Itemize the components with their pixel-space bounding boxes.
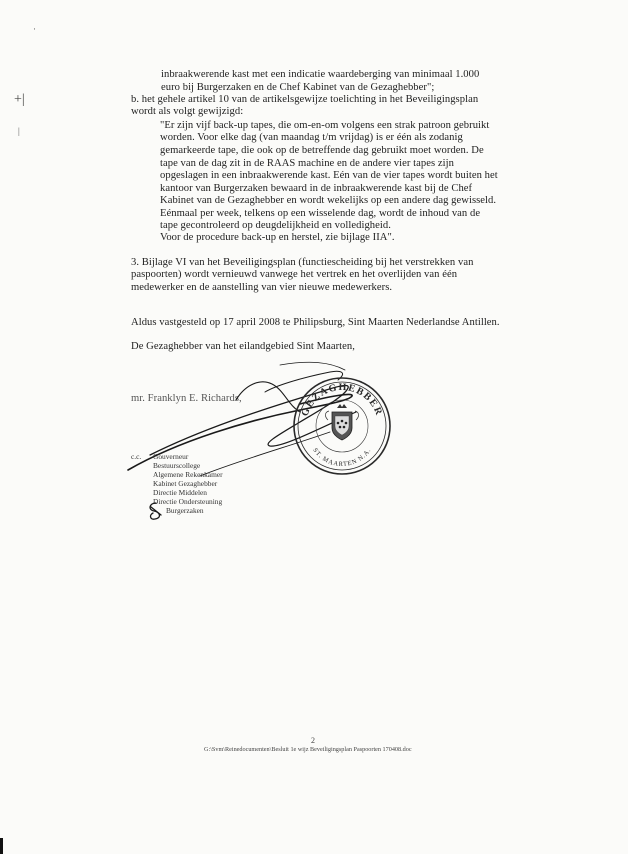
quote-line-5: opgeslagen in een inbraakwerende kast. Eén van de vier tapes wordt buiten het (160, 170, 498, 181)
signatory-name: mr. Franklyn E. Richards, (131, 393, 242, 404)
clause-a-line-1: inbraakwerende kast met een indicatie waardeberging van minimaal 1.000 (161, 69, 480, 80)
item3-line-2: paspoorten) wordt vernieuwd vanwege het vertrek en het overlijden van één (131, 269, 458, 280)
quote-line-6: kantoor van Burgerzaken bewaard in de inbraakwerende kast bij de Chef (160, 183, 473, 194)
cc-recipient: Directie Middelen (153, 488, 207, 497)
cc-recipient: Directie Ondersteuning (153, 497, 223, 506)
quote-line-4: tape van de dag zit in de RAAS machine en de andere vier tapes zijn (160, 158, 454, 169)
clause-a-line-2: euro bij Burgerzaken en de Chef Kabinet van de Gezaghebber"; (161, 82, 435, 93)
quote-line-7: Kabinet van de Gezaghebber en wordt wekelijks op een andere dag gewisseld. (160, 195, 497, 206)
cc-recipient: Burgerzaken (166, 506, 204, 515)
quote-line-10: Voor de procedure back-up en herstel, zie bijlage IIA". (160, 232, 395, 243)
item3-line-1: 3. Bijlage VI van het Beveiligingsplan (functiescheiding bij het verstrekken van (131, 257, 474, 268)
svg-text:ST. MAARTEN N.A. (311, 447, 372, 468)
item3-line-3: medewerker en de aanstelling van vier nieuwe medewerkers. (131, 282, 393, 293)
authority-line: De Gezaghebber van het eilandgebied Sint Maarten, (131, 341, 355, 352)
adoption-statement: Aldus vastgesteld op 17 april 2008 te Philipsburg, Sint Maarten Nederlandse Antillen. (131, 317, 500, 328)
cc-recipient: Gouverneur (153, 452, 189, 461)
margin-mark: | (18, 126, 20, 136)
handwritten-initials (145, 500, 167, 522)
file-path: G:\Svm\Reinedocumenten\Besluit 1e wijz Beveiligingsplan Paspoorten 170408.doc (204, 746, 412, 753)
page-number: 2 (311, 736, 315, 745)
quote-line-9: tape gecontroleerd op deugdelijkheid en volledigheid. (160, 220, 391, 231)
clause-b-line-2: wordt als volgt gewijzigd: (131, 106, 244, 117)
official-seal (292, 376, 392, 476)
cc-recipient: Algemene Rekenkamer (153, 470, 223, 479)
coat-of-arms-icon (325, 404, 358, 440)
cc-recipient: Kabinet Gezaghebber (153, 479, 218, 488)
quote-line-8: Eénmaal per week, telkens op een wisselende dag, wordt de inhoud van de (160, 208, 481, 219)
hole-punch-mark: +| (14, 92, 25, 107)
clause-b-line-1: b. het gehele artikel 10 van de artikelsgewijze toelichting in het Beveiligingsplan (131, 94, 479, 105)
quote-line-2: worden. Voor elke dag (van maandag t/m vrijdag) is er één als zodanig (160, 132, 463, 143)
quote-line-3: gemarkeerde tape, die ook op de betreffende dag gebruikt moet worden. De (160, 145, 484, 156)
seal-bottom-text: ST. MAARTEN N.A. (311, 446, 373, 469)
quote-line-1: "Er zijn vijf back-up tapes, die om-en-om volgens een strak patroon gebruikt (160, 120, 490, 131)
cc-label: c.c. (131, 452, 142, 461)
seal-top-text: GEZAGHEBBER (299, 381, 385, 418)
cc-recipient: Bestuurscollege (153, 461, 201, 470)
scan-speck: · (33, 24, 36, 34)
